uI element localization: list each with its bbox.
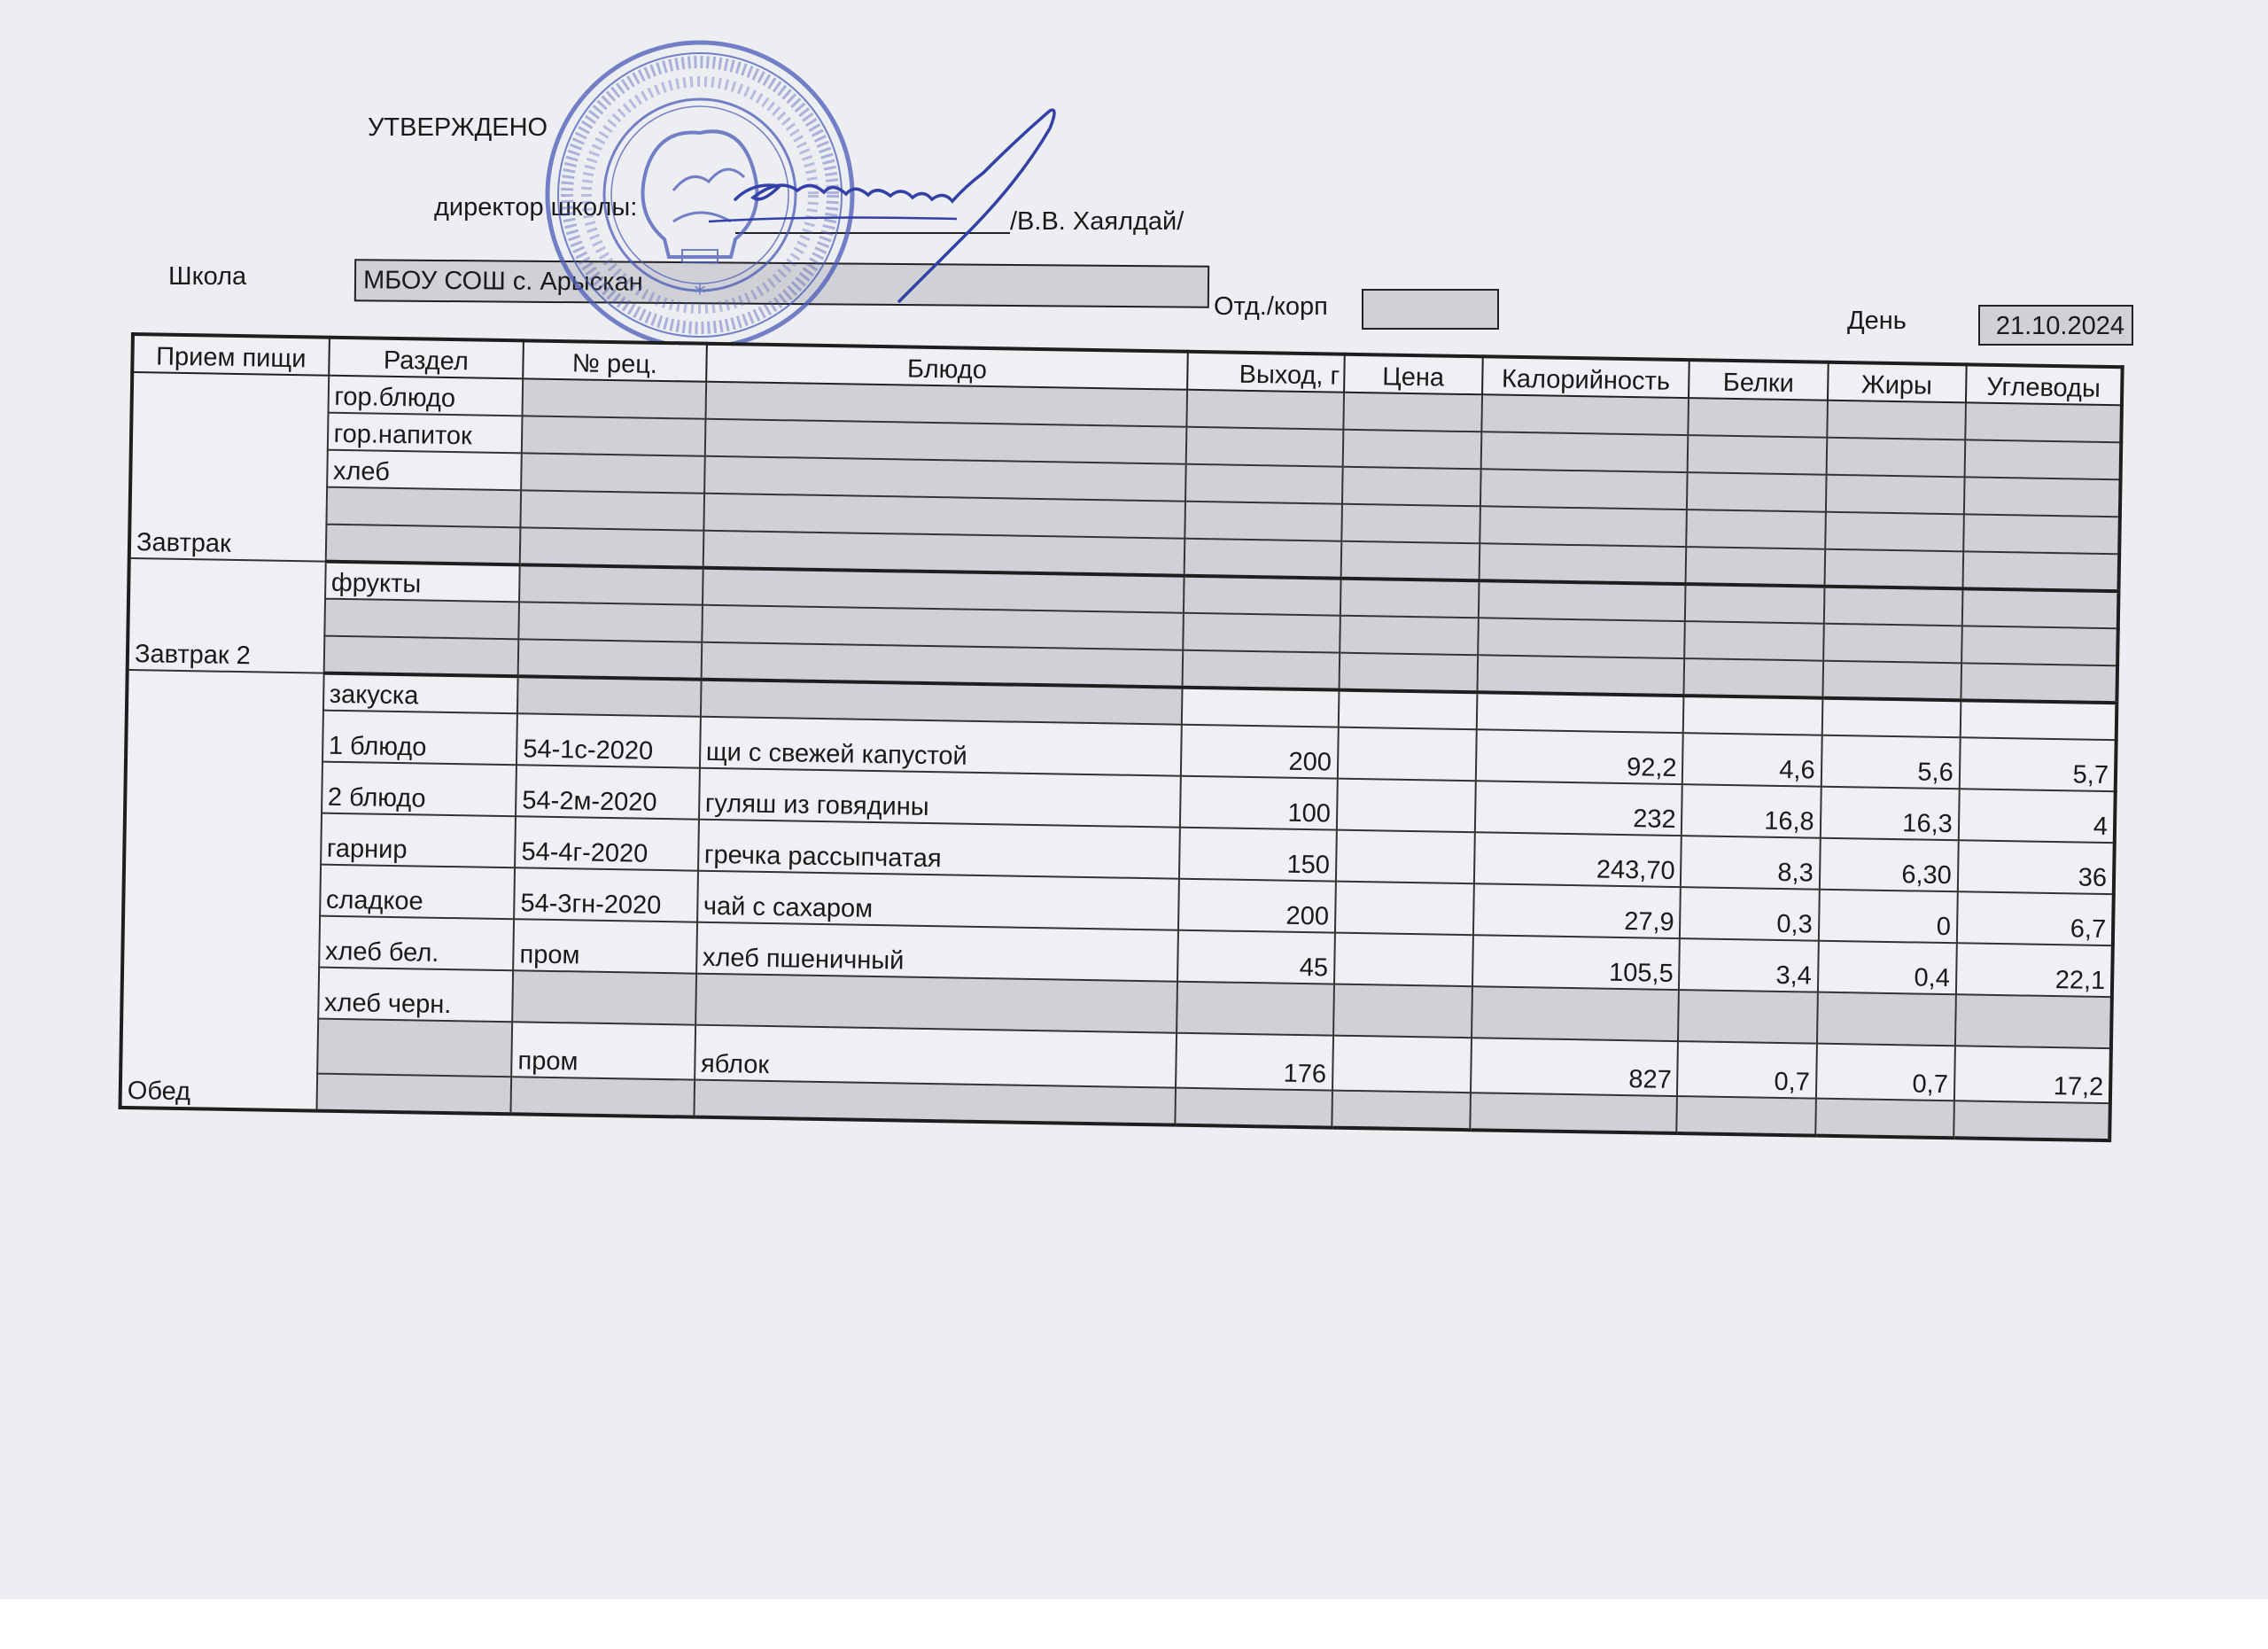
cell-yield [1184, 576, 1340, 616]
cell-fat [1823, 624, 1962, 664]
cell-yield: 176 [1176, 1033, 1332, 1091]
cell-section [316, 1074, 511, 1115]
cell-yield [1176, 1088, 1332, 1128]
cell-fat [1827, 401, 1966, 440]
meal-name: Завтрак [129, 372, 329, 562]
cell-dish: яблок [695, 1025, 1177, 1088]
director-signature [700, 102, 1081, 306]
cell-yield: 200 [1181, 725, 1338, 779]
cell-section: фрукты [325, 562, 520, 603]
cell-carbs [1965, 402, 2122, 442]
cell-carbs [1963, 514, 2120, 554]
cell-carbs: 4 [1958, 789, 2115, 843]
cell-carbs [1955, 994, 2112, 1048]
cell-protein [1689, 398, 1828, 438]
col-header: Углеводы [1966, 364, 2123, 405]
cell-fat: 0 [1818, 890, 1957, 944]
dept-label: Отд./корп [1214, 292, 1328, 321]
cell-protein [1686, 547, 1825, 587]
cell-kcal [1479, 543, 1686, 584]
cell-recipe [518, 602, 702, 642]
cell-carbs [1964, 439, 2121, 479]
cell-protein [1683, 696, 1822, 735]
cell-protein [1688, 435, 1827, 475]
cell-carbs [1960, 700, 2117, 740]
day-label: День [1847, 307, 1907, 335]
cell-recipe: 54-1с-2020 [517, 713, 700, 767]
cell-fat [1826, 438, 1965, 478]
cell-fat [1825, 475, 1964, 515]
cell-protein [1677, 1096, 1816, 1136]
cell-recipe: пром [513, 919, 696, 973]
cell-kcal [1470, 1093, 1677, 1133]
cell-protein [1687, 472, 1826, 512]
cell-carbs [1962, 551, 2119, 591]
cell-section: 2 блюдо [322, 762, 517, 817]
cell-kcal [1477, 692, 1684, 733]
cell-fat [1823, 587, 1962, 626]
cell-recipe: 54-3гн-2020 [514, 867, 697, 922]
cell-recipe [517, 676, 701, 716]
cell-price [1342, 430, 1481, 470]
cell-kcal: 92,2 [1476, 729, 1684, 784]
col-header: Жиры [1828, 362, 1967, 403]
cell-kcal [1478, 618, 1685, 658]
cell-yield [1187, 390, 1344, 430]
cell-dish: гречка рассыпчатая [698, 820, 1181, 879]
cell-fat [1817, 992, 1956, 1046]
cell-section [323, 636, 518, 677]
cell-carbs [1961, 663, 2117, 703]
cell-price [1336, 830, 1475, 884]
cell-protein: 0,3 [1680, 887, 1819, 941]
cell-section [324, 599, 519, 640]
cell-carbs: 5,7 [1959, 737, 2116, 791]
cell-carbs [1964, 477, 2121, 517]
cell-kcal [1480, 506, 1687, 547]
dept-field [1362, 289, 1499, 330]
cell-dish: гуляш из говядины [699, 768, 1182, 828]
cell-fat: 0,4 [1818, 941, 1957, 995]
cell-yield [1184, 613, 1340, 653]
director-label: директор школы: [434, 193, 638, 222]
cell-yield [1182, 688, 1339, 727]
cell-price [1340, 616, 1479, 656]
col-header: Прием пищи [132, 334, 329, 376]
cell-fat: 5,6 [1821, 735, 1960, 789]
cell-price [1337, 779, 1476, 833]
cell-kcal [1472, 986, 1680, 1041]
cell-kcal: 105,5 [1472, 935, 1681, 990]
cell-section: закуска [323, 673, 518, 714]
cell-carbs [1961, 626, 2118, 665]
cell-fat [1825, 512, 1964, 552]
cell-yield [1183, 650, 1340, 690]
cell-dish: щи с свежей капустой [700, 717, 1183, 776]
cell-carbs: 36 [1958, 840, 2115, 894]
cell-price [1342, 467, 1481, 507]
cell-kcal: 232 [1475, 781, 1683, 836]
cell-price [1340, 541, 1480, 581]
director-name: /В.В. Хаялдай/ [1010, 207, 1184, 236]
cell-recipe [521, 490, 704, 530]
cell-protein [1678, 990, 1817, 1044]
cell-kcal [1477, 655, 1684, 696]
cell-fat: 0,7 [1816, 1044, 1955, 1101]
cell-price [1332, 1036, 1472, 1093]
meal-name: Обед [120, 670, 323, 1111]
approved-label: УТВЕРЖДЕНО [368, 113, 548, 142]
cell-dish [695, 974, 1178, 1033]
cell-recipe [522, 416, 705, 455]
cell-kcal [1481, 394, 1689, 435]
cell-protein: 16,8 [1682, 784, 1821, 838]
cell-section: гарнир [321, 813, 516, 868]
meal-name: Завтрак 2 [128, 558, 326, 673]
cell-recipe [512, 970, 695, 1024]
col-header: Цена [1344, 354, 1483, 395]
cell-section: 1 блюдо [322, 711, 517, 766]
cell-section: хлеб [327, 450, 522, 491]
cell-protein: 0,7 [1677, 1041, 1816, 1099]
cell-yield: 45 [1177, 930, 1334, 984]
cell-price [1335, 882, 1474, 936]
cell-carbs [1961, 588, 2118, 628]
col-header: № рец. [523, 340, 706, 381]
cell-dish: чай с сахаром [697, 871, 1180, 930]
cell-section [325, 525, 520, 565]
cell-section [317, 1019, 513, 1077]
cell-section: гор.блюдо [328, 376, 523, 416]
cell-yield [1185, 502, 1342, 541]
cell-price [1334, 933, 1473, 987]
cell-yield: 100 [1180, 776, 1337, 830]
cell-recipe [518, 639, 702, 679]
cell-section: хлеб бел. [319, 916, 514, 971]
cell-kcal [1480, 432, 1688, 472]
cell-protein [1685, 584, 1824, 624]
cell-recipe [521, 453, 704, 493]
cell-carbs: 22,1 [1956, 943, 2113, 997]
cell-recipe [519, 564, 703, 604]
menu-table-body [120, 372, 2121, 1140]
cell-yield [1185, 464, 1342, 504]
cell-fat: 6,30 [1819, 838, 1958, 892]
cell-kcal: 827 [1471, 1038, 1679, 1096]
cell-fat [1821, 698, 1961, 738]
scan-margin [0, 1599, 2268, 1649]
school-label: Школа [168, 262, 247, 291]
cell-fat: 16,3 [1820, 787, 1959, 841]
cell-fat [1815, 1099, 1954, 1139]
cell-fat [1824, 549, 1963, 589]
cell-section [326, 487, 521, 528]
col-header: Блюдо [706, 344, 1188, 390]
cell-yield: 200 [1178, 879, 1335, 933]
cell-yield [1184, 539, 1341, 579]
col-header: Калорийность [1482, 356, 1689, 398]
cell-protein [1687, 509, 1826, 549]
cell-carbs [1953, 1101, 2110, 1140]
cell-fat [1822, 661, 1961, 701]
menu-table [118, 332, 2124, 1142]
cell-carbs: 17,2 [1954, 1046, 2111, 1103]
col-header: Белки [1689, 360, 1828, 401]
cell-price [1343, 393, 1482, 432]
cell-yield [1186, 427, 1343, 467]
cell-kcal: 243,70 [1474, 832, 1682, 887]
cell-recipe [520, 527, 703, 567]
cell-dish: хлеб пшеничный [696, 922, 1179, 982]
cell-section: сладкое [320, 865, 515, 920]
col-header: Выход, г [1188, 352, 1345, 393]
svg-text:*: * [694, 281, 706, 307]
cell-kcal: 27,9 [1473, 883, 1682, 938]
cell-price [1339, 653, 1478, 693]
cell-protein: 3,4 [1679, 938, 1818, 992]
school-field: МБОУ СОШ с. Арыскан [354, 259, 1209, 308]
cell-yield [1177, 982, 1334, 1036]
cell-price [1341, 504, 1480, 544]
cell-price [1333, 984, 1472, 1038]
cell-kcal [1480, 469, 1688, 509]
cell-carbs: 6,7 [1957, 891, 2114, 945]
cell-price [1339, 690, 1478, 730]
cell-section: гор.напиток [327, 413, 522, 454]
cell-protein: 4,6 [1682, 733, 1821, 787]
cell-section: хлеб черн. [318, 968, 513, 1023]
cell-recipe: 54-4г-2020 [515, 816, 698, 870]
cell-recipe [523, 378, 706, 418]
cell-protein [1685, 621, 1824, 661]
cell-kcal [1479, 580, 1686, 621]
cell-protein [1684, 658, 1823, 698]
cell-price [1338, 727, 1477, 782]
col-header: Раздел [329, 338, 524, 379]
cell-price [1332, 1091, 1471, 1131]
cell-dish [694, 1080, 1176, 1125]
cell-yield: 150 [1179, 828, 1336, 882]
cell-recipe: пром [511, 1022, 695, 1079]
menu-table-wrapper [118, 332, 2124, 1142]
cell-price [1340, 579, 1480, 618]
day-field: 21.10.2024 [1978, 305, 2133, 346]
cell-protein: 8,3 [1681, 836, 1820, 890]
cell-recipe [511, 1077, 695, 1116]
cell-recipe: 54-2м-2020 [516, 765, 699, 819]
